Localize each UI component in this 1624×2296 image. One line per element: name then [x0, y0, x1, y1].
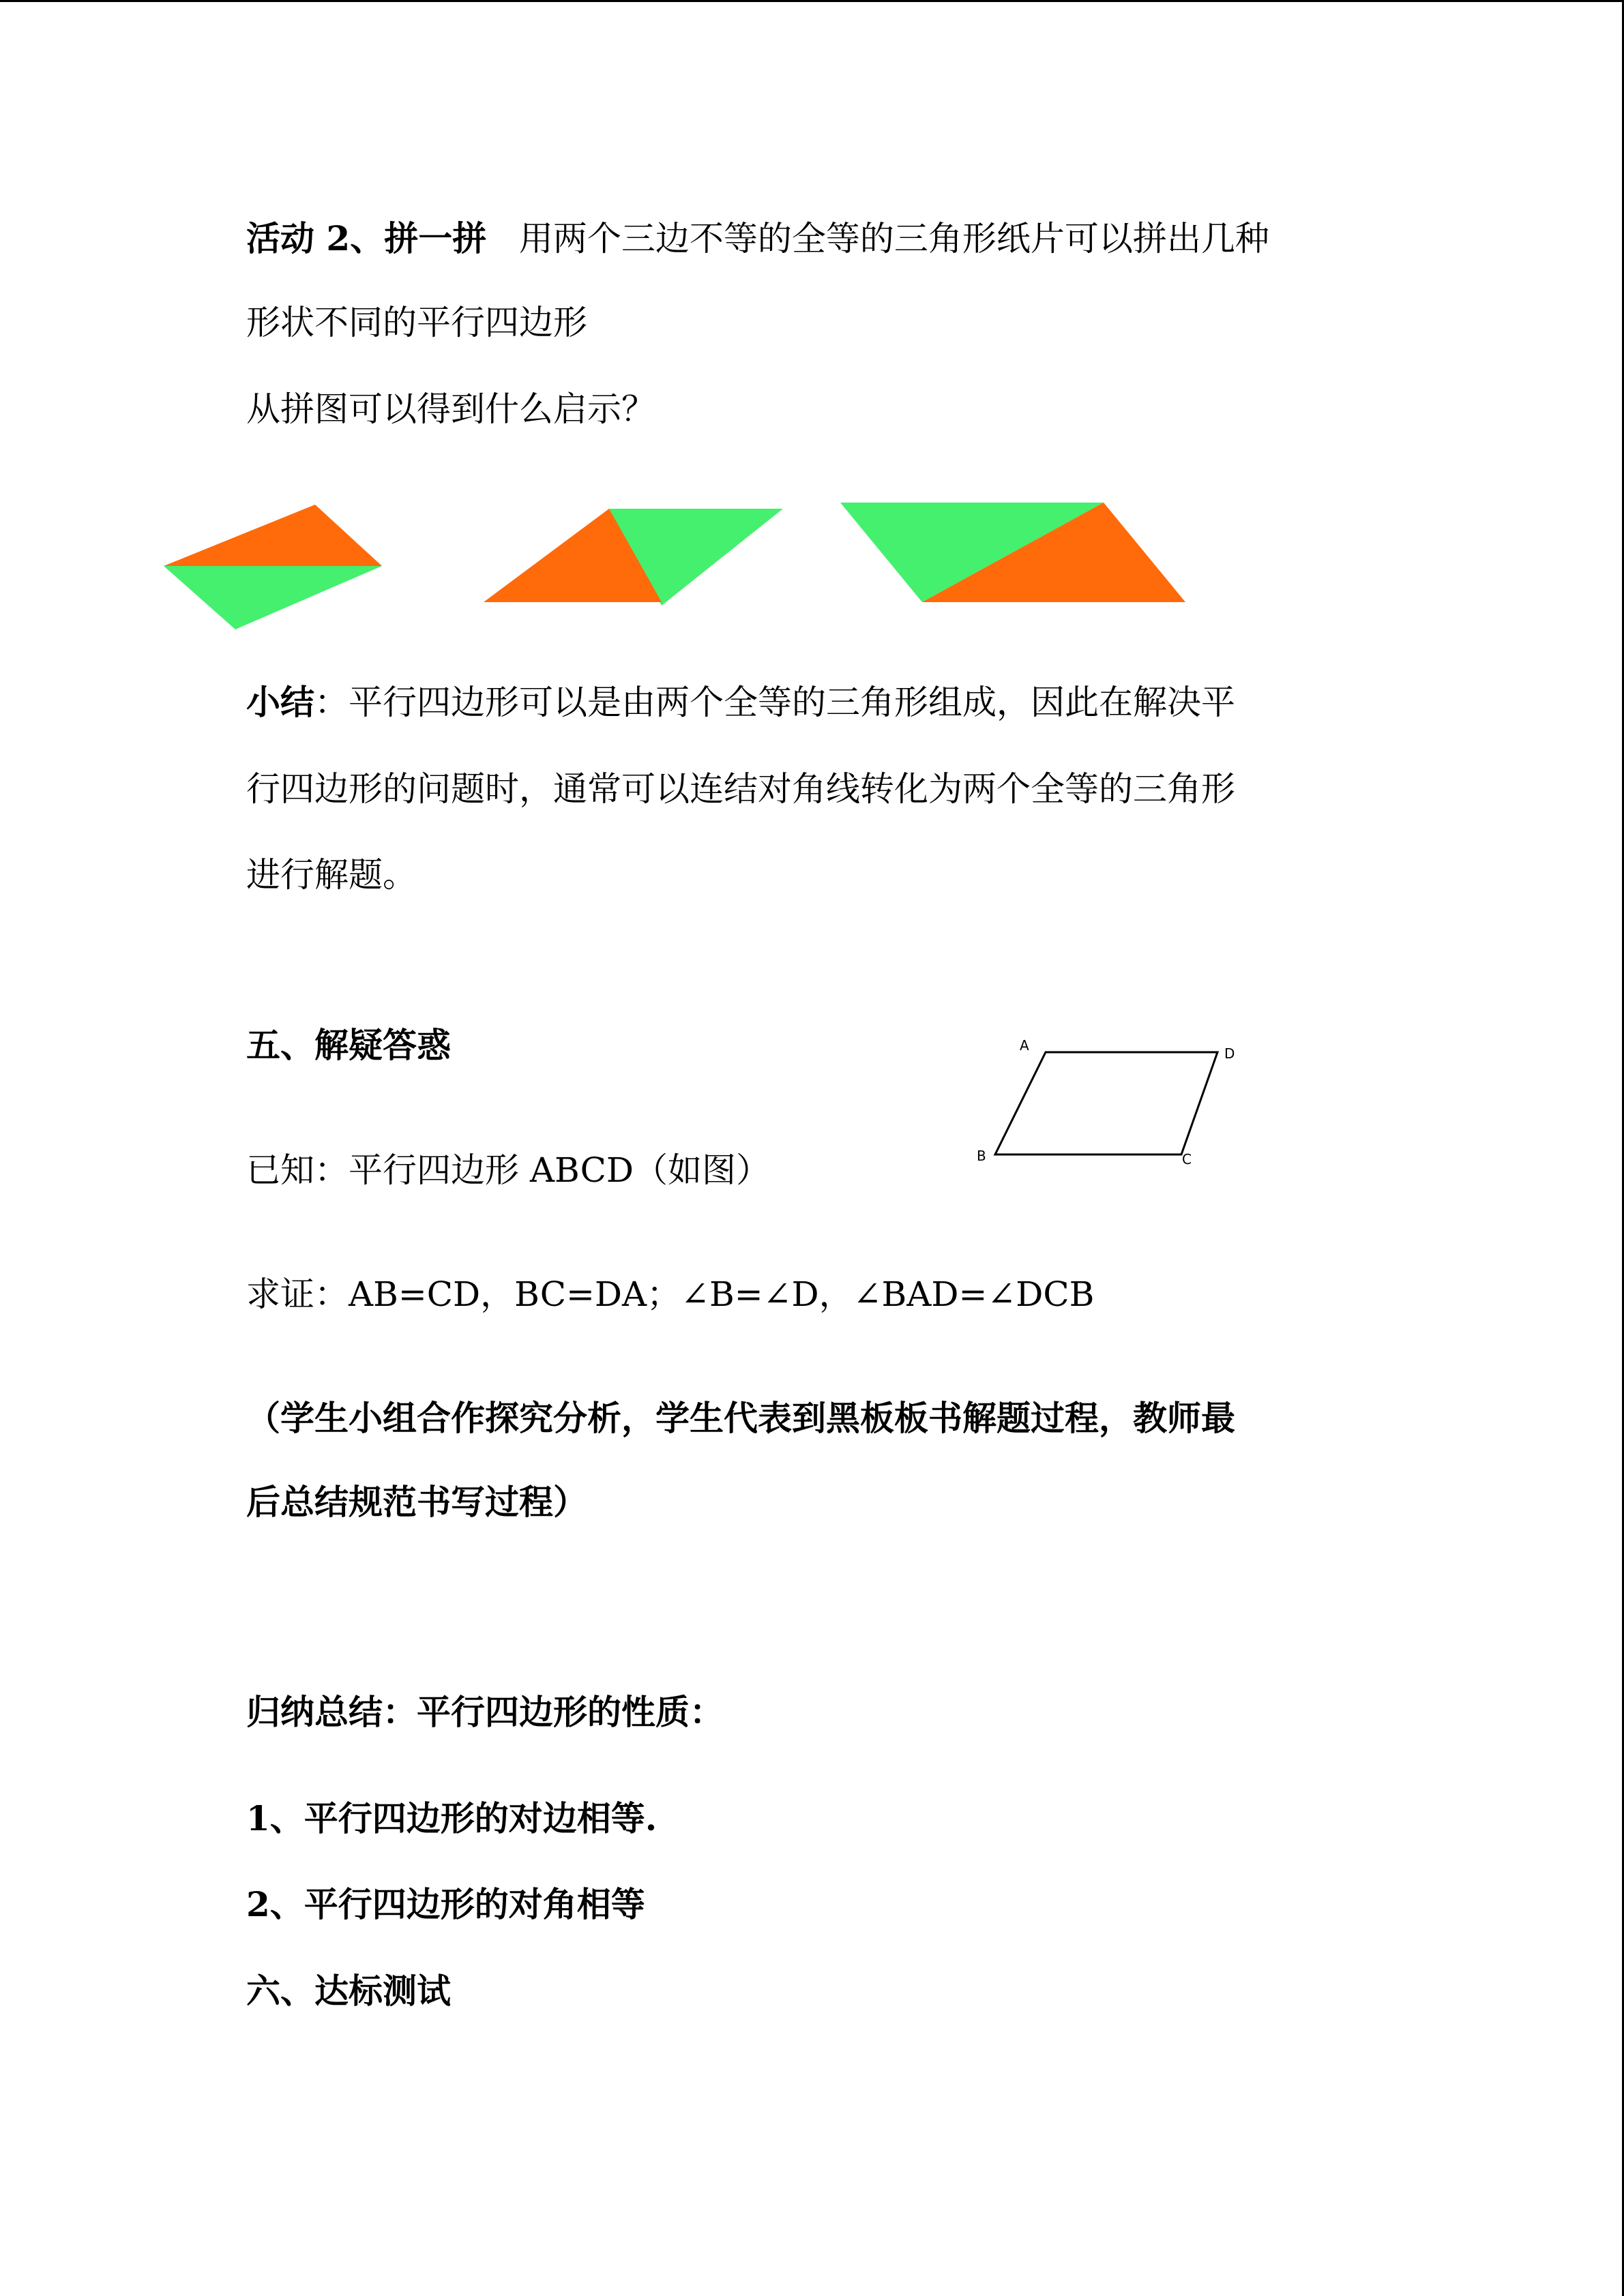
puzzle-figure-2 — [484, 509, 783, 606]
summary-text-1: ：平行四边形可以是由两个全等的三角形组成，因此在解决平 — [314, 683, 1235, 722]
conclusion-title: 归纳总结：平行四边形的性质： — [246, 1692, 724, 1732]
conclusion-item-1: 1、平行四边形的对边相等. — [246, 1798, 658, 1838]
summary-heading: 小结 — [246, 682, 314, 722]
parallelogram-shape — [995, 1052, 1217, 1154]
given-statement: 已知：平行四边形 ABCD（如图） — [246, 1150, 771, 1190]
summary-line-3: 进行解题。 — [246, 855, 417, 895]
section-6-title: 六、达标测试 — [246, 1971, 451, 2011]
vertex-label-a: A — [1020, 1037, 1029, 1054]
note-line-1: （学生小组合作探究分析，学生代表到黑板板书解题过程，教师最 — [246, 1398, 1235, 1438]
parallelogram-abcd-figure — [955, 1026, 1255, 1176]
summary-line-2: 行四边形的问题时，通常可以连结对角线转化为两个全等的三角形 — [246, 769, 1235, 809]
puzzle-figure-1 — [164, 505, 382, 629]
page-top-border — [0, 0, 1624, 2]
summary-line-1 — [246, 682, 1235, 723]
conclusion-item-2: 2、平行四边形的对角相等 — [246, 1884, 645, 1924]
activity-line-2: 形状不同的平行四边形 — [246, 303, 587, 342]
green-triangle — [164, 566, 382, 629]
activity-heading: 活动 2、拼一拼 — [246, 218, 487, 258]
puzzle-figure-3 — [840, 503, 1185, 602]
orange-triangle — [164, 505, 382, 566]
activity-question: 从拼图可以得到什么启示？ — [246, 389, 655, 429]
vertex-label-c: C — [1182, 1151, 1192, 1167]
triangle-puzzle-figures — [0, 477, 1200, 641]
note-line-2: 后总结规范书写过程） — [246, 1482, 587, 1522]
activity-text-1: 用两个三边不等的全等的三角形纸片可以拼出几种 — [518, 219, 1269, 258]
section-5-title: 五、解疑答惑 — [246, 1025, 451, 1065]
vertex-label-b: B — [977, 1148, 986, 1164]
prove-statement: 求证：AB=CD，BC=DA；∠B=∠D，∠BAD=∠DCB — [246, 1274, 1095, 1314]
vertex-label-d: D — [1224, 1045, 1235, 1062]
activity-line-1 — [246, 218, 1269, 259]
